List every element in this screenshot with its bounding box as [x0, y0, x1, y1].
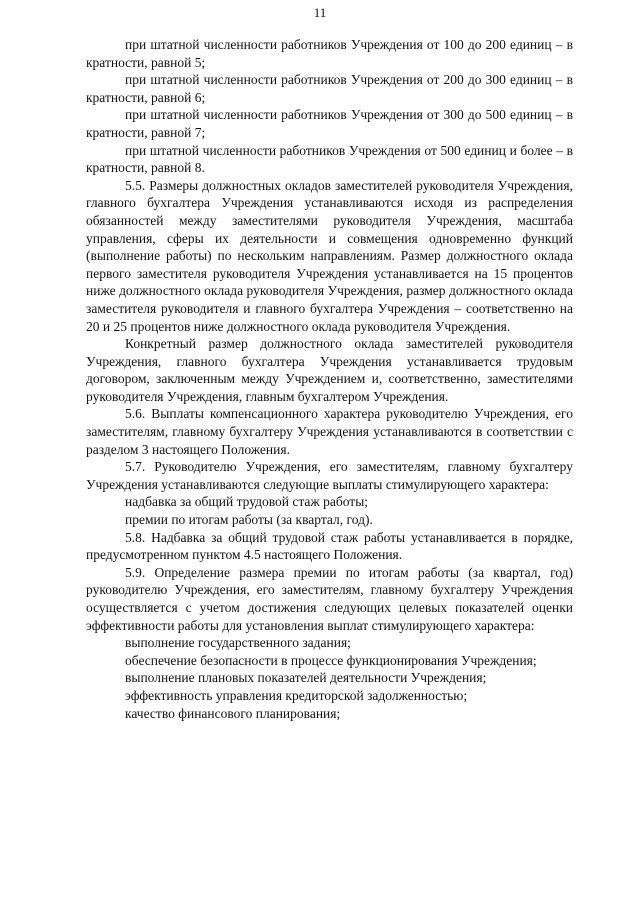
paragraph-5-9: 5.9. Определение размера премии по итогам работы (за квартал, год) руководителю Учреждения, его заместителям, главному бухгалтеру Учреждения осуществляется с учетом достижения следующих целевых показателей оценки эффективности работы для установления выплат стимулирующего характера: [86, 564, 573, 633]
paragraph-5-8: 5.8. Надбавка за общий трудовой стаж работы устанавливается в порядке, предусмотренном пунктом 4.5 настоящего Положения. [86, 529, 573, 563]
paragraph-5-5-specific-salary: Конкретный размер должностного оклада заместителей руководителя Учреждения, главного бухгалтера Учреждения устанавливается трудовым договором, заключенным между Учреждением и, соответственно, заместителями руководителя Учреждения, главным бухгалтером Учреждения. [86, 336, 573, 404]
paragraph-5-5: 5.5. Размеры должностных окладов заместителей руководителя Учреждения, главного бухгалтера Учреждения устанавливаются исходя из распределения обязанностей между заместителями руководителя Учреждения, масштаба управления, сферы их деятельности и совмещения одновременно функций (выполнение работы) по нескольким направлениям. Размер должностного оклада первого заместителя руководителя Учреждения устанавливается на 15 процентов ниже должностного оклада руководителя Учреждения, размер должностного оклада заместителя руководителя и главного бухгалтера Учреждения – соответственно на 20 и 25 процентов ниже должностного оклада руководителя Учреждения. [86, 177, 573, 334]
page-number: 11 [313, 5, 327, 20]
list-item-state-task: выполнение государственного задания; [125, 635, 351, 651]
document-body [86, 36, 573, 722]
paragraph-5-6: 5.6. Выплаты компенсационного характера руководителю Учреждения, его заместителям, главному бухгалтеру Учреждения устанавливаются в соответствии с разделом 3 настоящего Положения. [86, 406, 573, 457]
list-item-payables-management: эффективность управления кредиторской задолженностью; [125, 687, 468, 703]
list-item-planned-indicators: выполнение плановых показателей деятельности Учреждения; [125, 670, 487, 686]
list-item-performance-bonus: премии по итогам работы (за квартал, год). [125, 512, 373, 528]
paragraph-5-7: 5.7. Руководителю Учреждения, его заместителям, главному бухгалтеру Учреждения устанавливаются следующие выплаты стимулирующего характера: [86, 459, 573, 492]
paragraph-staff-300-500: при штатной численности работников Учреждения от 300 до 500 единиц – в кратности, равной 7; [86, 107, 573, 140]
paragraph-staff-100-200: при штатной численности работников Учреждения от 100 до 200 единиц – в кратности, равной 5; [86, 37, 573, 70]
paragraph-staff-200-300: при штатной численности работников Учреждения от 200 до 300 единиц – в кратности, равной 6; [86, 72, 573, 105]
list-item-safety: обеспечение безопасности в процессе функционирования Учреждения; [125, 652, 537, 668]
list-item-seniority-bonus: надбавка за общий трудовой стаж работы; [125, 494, 369, 510]
list-item-financial-planning: качество финансового планирования; [125, 705, 341, 721]
paragraph-staff-500-plus: при штатной численности работников Учреждения от 500 единиц и более – в кратности, равной 8. [86, 142, 573, 176]
